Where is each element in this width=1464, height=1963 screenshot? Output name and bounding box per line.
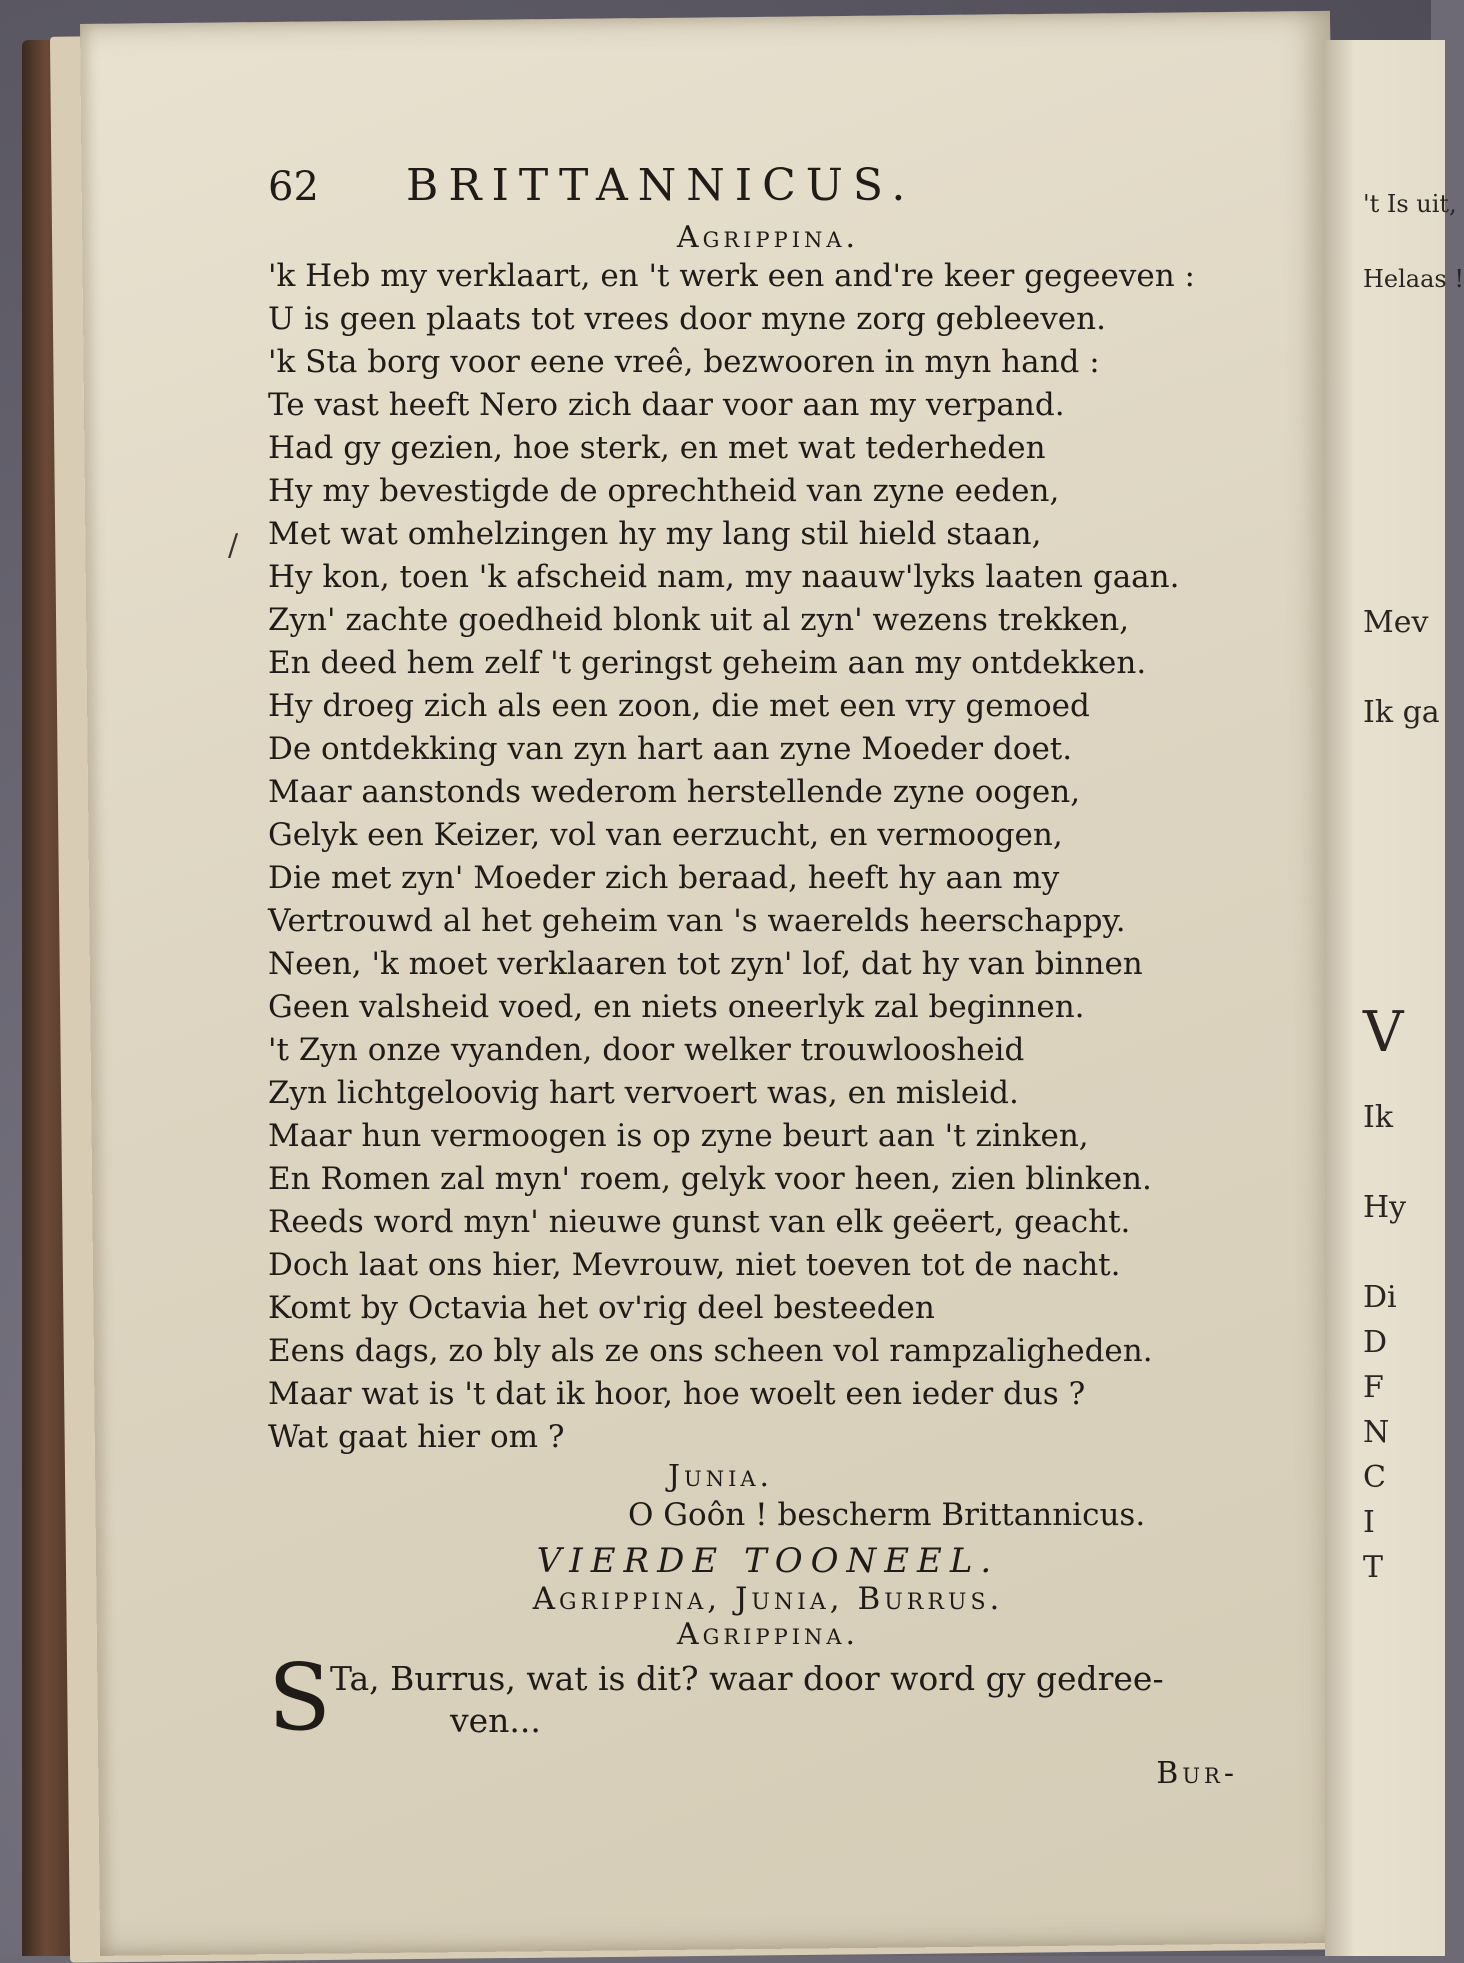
facing-fragment: Ik ga xyxy=(1363,695,1440,730)
facing-fragment: N xyxy=(1363,1415,1390,1450)
verse-line: Vertrouwd al het geheim van 's waerelds heerschappy. xyxy=(268,903,1126,939)
verse-line: Wat gaat hier om ? xyxy=(268,1419,565,1455)
verse-line: Te vast heeft Nero zich daar voor aan my verpand. xyxy=(268,387,1065,423)
facing-fragment: V xyxy=(1363,1000,1404,1065)
facing-fragment: Mev xyxy=(1363,605,1429,640)
verse-line: Geen valsheid voed, en niets oneerlyk zal beginnen. xyxy=(268,989,1085,1025)
facing-fragment: Helaas ! xyxy=(1363,265,1464,293)
page-header xyxy=(268,160,1268,220)
facing-fragment: Hy xyxy=(1363,1190,1407,1225)
verse-line: Gelyk een Keizer, vol van eerzucht, en vermoogen, xyxy=(268,817,1063,853)
drop-cap-text xyxy=(330,1658,1164,1742)
facing-fragment: C xyxy=(1363,1460,1386,1495)
speaker-name: Junia. xyxy=(668,1459,774,1494)
facing-fragment: T xyxy=(1363,1550,1384,1585)
facing-page xyxy=(1325,40,1464,1956)
verse-line: Maar wat is 't dat ik hoor, hoe woelt een ieder dus ? xyxy=(268,1376,1086,1412)
facing-fragment: Di xyxy=(1363,1280,1397,1315)
verse-line: Doch laat ons hier, Mevrouw, niet toeven tot de nacht. xyxy=(268,1247,1121,1283)
facing-fragment: Ik xyxy=(1363,1100,1394,1135)
verse-line: 'k Sta borg voor eene vreê, bezwooren in myn hand : xyxy=(268,344,1100,380)
drop-cap: S xyxy=(268,1644,332,1751)
facing-fragment: 't Is uit, xyxy=(1363,190,1457,218)
verse-line: O Goôn ! bescherm Brittannicus. xyxy=(628,1497,1146,1533)
verse-line: 'k Heb my verklaart, en 't werk een and're keer gegeeven : xyxy=(268,258,1196,294)
verse-line: Maar aanstonds wederom herstellende zyne oogen, xyxy=(268,774,1081,810)
speaker-name: Agrippina. xyxy=(676,1617,860,1652)
verse-line: Reeds word myn' nieuwe gunst van elk geëert, geacht. xyxy=(268,1204,1131,1240)
speaker-name: Agrippina. xyxy=(676,220,860,255)
cast-list: Agrippina, Junia, Burrus. xyxy=(532,1581,1004,1617)
page-text xyxy=(268,160,1268,1791)
verse-line: De ontdekking van zyn hart aan zyne Moeder doet. xyxy=(268,731,1073,767)
facing-fragment: I xyxy=(1363,1505,1375,1540)
verse-line: Hy droeg zich als een zoon, die met een vry gemoed xyxy=(268,688,1090,724)
verse-line: Had gy gezien, hoe sterk, en met wat tederheden xyxy=(268,430,1046,466)
facing-fragment: F xyxy=(1363,1370,1384,1405)
verse-line: Maar hun vermoogen is op zyne beurt aan 't zinken, xyxy=(268,1118,1089,1154)
catchword: Bur- xyxy=(1156,1756,1238,1791)
verse-line: 't Zyn onze vyanden, door welker trouwloosheid xyxy=(268,1032,1025,1068)
verse-line: Neen, 'k moet verklaaren tot zyn' lof, dat hy van binnen xyxy=(268,946,1143,982)
verse-line: Zyn' zachte goedheid blonk uit al zyn' wezens trekken, xyxy=(268,602,1130,638)
verse-line: Hy kon, toen 'k afscheid nam, my naauw'lyks laaten gaan. xyxy=(268,559,1180,595)
verse-line: En deed hem zelf 't geringst geheim aan my ontdekken. xyxy=(268,645,1147,681)
verse-line: Hy my bevestigde de oprechtheid van zyne eeden, xyxy=(268,473,1060,509)
verse-line: U is geen plaats tot vrees door myne zorg gebleeven. xyxy=(268,301,1106,337)
page-number: 62 xyxy=(268,164,319,210)
facing-fragment: D xyxy=(1363,1325,1388,1360)
verse-line: Die met zyn' Moeder zich beraad, heeft hy aan my xyxy=(268,860,1060,896)
verse-block xyxy=(268,255,1268,1459)
verse-line: Ta, Burrus, wat is dit? waar door word gy gedree- xyxy=(330,1659,1164,1698)
verse-line: ven... xyxy=(450,1701,541,1740)
verse-line: Met wat omhelzingen hy my lang stil hield staan, xyxy=(268,516,1042,552)
verse-line: Zyn lichtgeloovig hart vervoert was, en misleid. xyxy=(268,1075,1019,1111)
verse-line: En Romen zal myn' roem, gelyk voor heen, zien blinken. xyxy=(268,1161,1152,1197)
running-head: BRITTANNICUS. xyxy=(406,160,916,211)
scene-title: VIERDE TOONEEL. xyxy=(536,1541,1000,1581)
verse-line: Eens dags, zo bly als ze ons scheen vol rampzaligheden. xyxy=(268,1333,1153,1369)
verse-line: Komt by Octavia het ov'rig deel besteeden xyxy=(268,1290,935,1326)
drop-cap-paragraph xyxy=(268,1644,1268,1751)
margin-mark: / xyxy=(228,528,239,563)
